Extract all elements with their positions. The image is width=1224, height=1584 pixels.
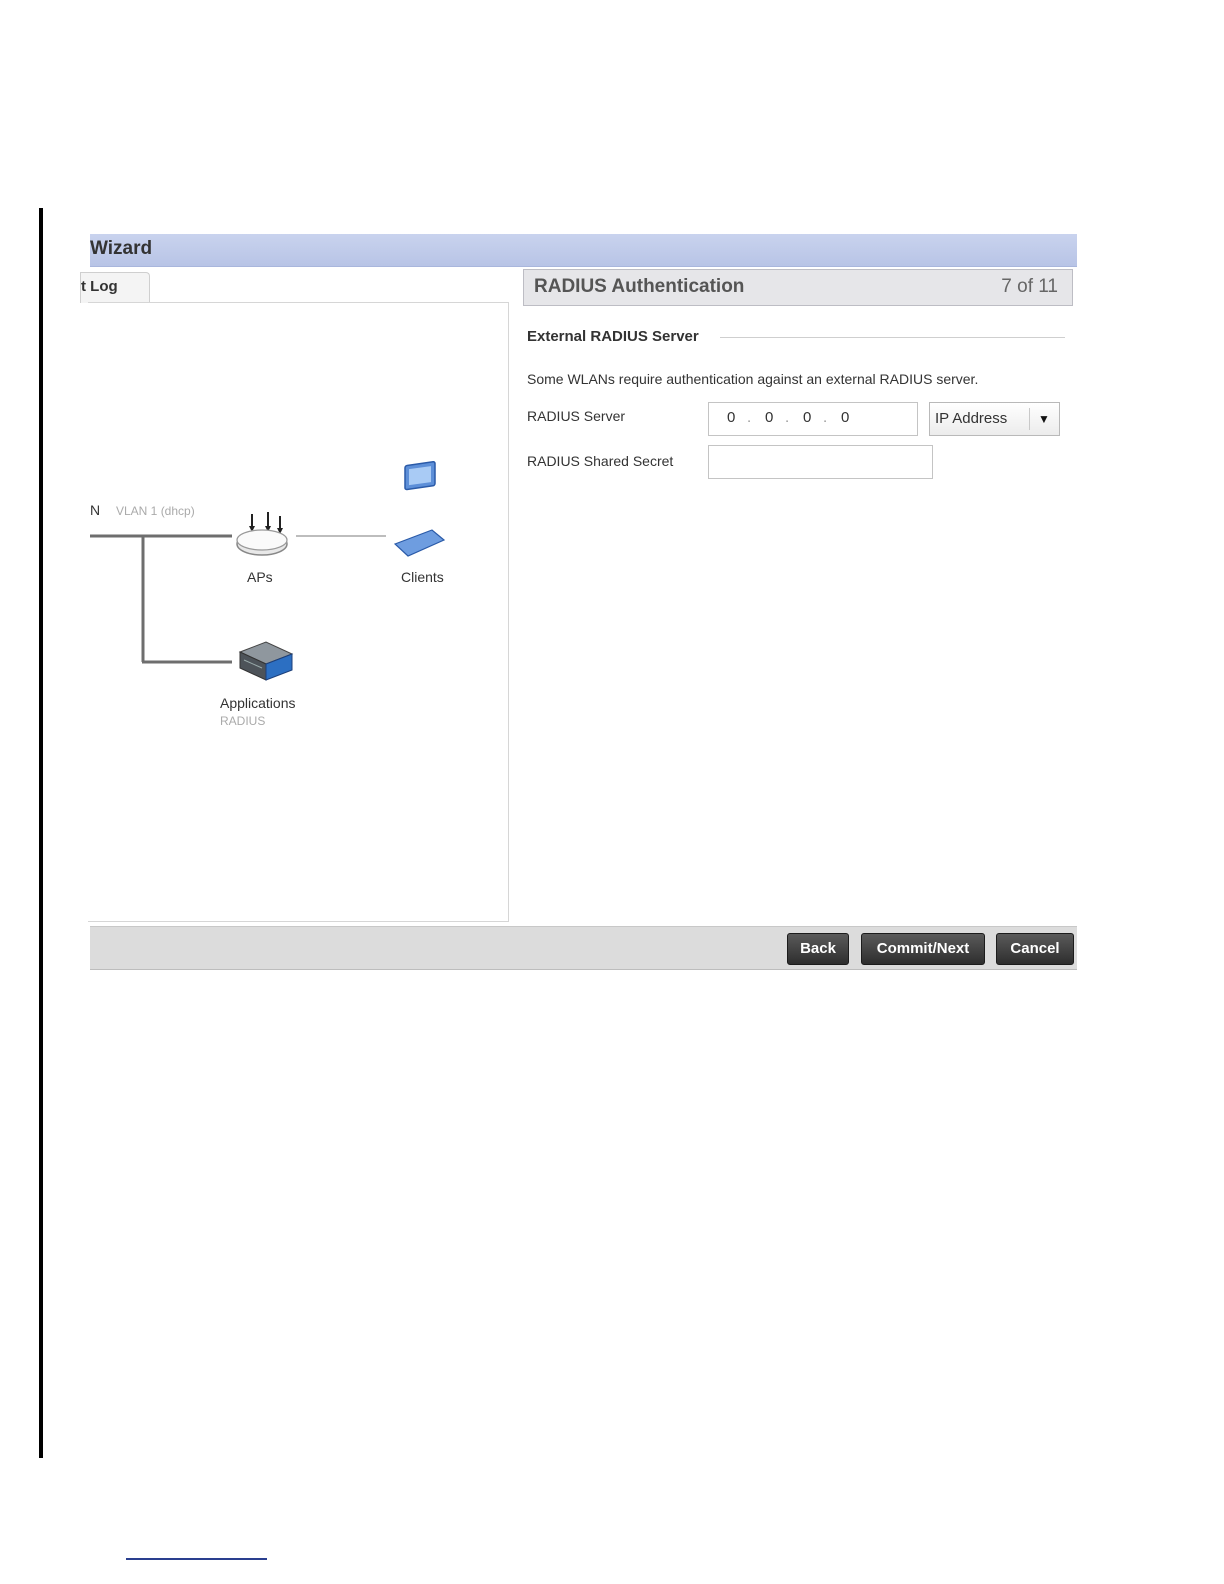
wizard-titlebar: [90, 234, 1077, 267]
select-separator: [1029, 408, 1030, 430]
section-title: External RADIUS Server: [527, 328, 699, 345]
step-counter: 7 of 11: [1001, 276, 1058, 297]
ip-dot: .: [747, 409, 752, 426]
dropdown-arrow-icon[interactable]: ▼: [1038, 412, 1050, 426]
radius-server-label: RADIUS Server: [527, 408, 626, 424]
shared-secret-input[interactable]: [708, 445, 933, 479]
commit-next-button[interactable]: Commit/Next: [861, 933, 985, 965]
ip-dot: .: [823, 409, 828, 426]
section-description: Some WLANs require authentication against an external RADIUS server.: [527, 371, 979, 387]
address-type-select[interactable]: [929, 402, 1060, 436]
aps-label: APs: [247, 569, 273, 585]
cancel-button[interactable]: Cancel: [996, 933, 1074, 965]
access-point-icon: [237, 512, 287, 555]
section-divider: [720, 337, 1065, 338]
page-margin-rule: [39, 208, 43, 1458]
address-type-value: IP Address: [935, 410, 1008, 427]
applications-label: Applications: [220, 695, 296, 711]
ip-octet-3[interactable]: 0: [803, 409, 812, 426]
radius-server-ip-input[interactable]: [708, 402, 918, 436]
footer-link-underline: [126, 1558, 267, 1560]
shared-secret-label: RADIUS Shared Secret: [527, 453, 674, 469]
tab-event-log-label: t Log: [81, 278, 118, 295]
ip-dot: .: [785, 409, 790, 426]
button-bar: [90, 926, 1077, 970]
wizard-window: [81, 234, 1077, 970]
tab-event-log[interactable]: [80, 272, 150, 303]
ip-octet-1[interactable]: 0: [727, 409, 736, 426]
vlan-label: VLAN 1 (dhcp): [116, 504, 195, 518]
back-button[interactable]: Back: [787, 933, 849, 965]
wizard-title: Wizard: [90, 238, 153, 259]
step-header: [523, 269, 1073, 306]
ip-octet-4[interactable]: 0: [841, 409, 850, 426]
step-title: RADIUS Authentication: [534, 276, 745, 297]
ip-octet-2[interactable]: 0: [765, 409, 774, 426]
wan-label: N: [90, 502, 101, 518]
radius-app-label: RADIUS: [220, 714, 266, 728]
clients-label: Clients: [401, 569, 444, 585]
topology-diagram: [90, 504, 510, 734]
application-server-icon: [240, 642, 292, 680]
